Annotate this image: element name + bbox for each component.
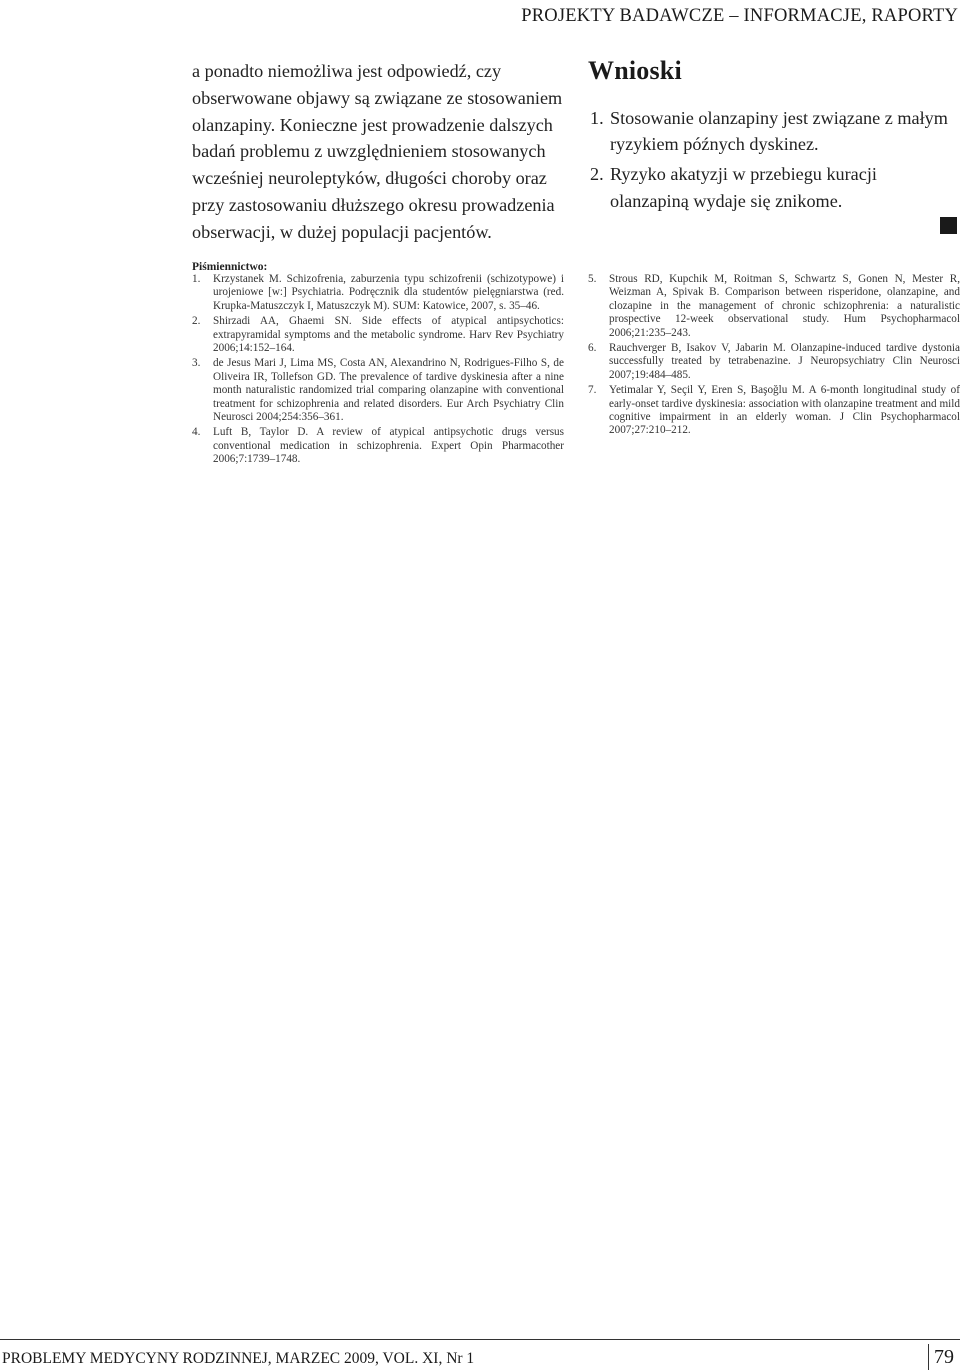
references-list-left [192, 273, 564, 469]
running-header: PROJEKTY BADAWCZE – INFORMACJE, RAPORTY [521, 6, 958, 26]
references-list-right [588, 273, 960, 440]
reference-number: 2. [192, 315, 201, 328]
reference-item [588, 273, 960, 340]
reference-item [192, 357, 564, 424]
reference-text: Luft B, Taylor D. A review of atypical antipsychotic drugs versus conventional medication in schizophrenia. Expert Opin Pharmacother 2006;7:1739–1748. [213, 426, 564, 466]
reference-text: Krzystanek M. Schizofrenia, zaburzenia typu schizofrenii (schizotypowe) i urojeniowe [w:] Psychiatria. Podręcznik dla studentów pielęgniarstwa (red. Krupka-Matuszczyk I, Matuszczyk M). SUM: Katowice, 2007, s. 35–46. [213, 273, 564, 312]
footer-rule [0, 1339, 960, 1340]
body-paragraph: a ponadto niemożliwa jest odpowiedź, czy obserwowane objawy są związane ze stosowaniem olanzapiny. Konieczne jest prowadzenie dalszych badań problemu z uwzględnieniem stosowanych wcześniej neuroleptyków, długości choroby oraz przy zastosowaniu dłuższego okresu prowadzenia obserwacji, w dużej populacji pacjentów. [192, 61, 563, 242]
references-title: Piśmiennictwo: [192, 261, 268, 273]
conclusions-list [588, 105, 960, 214]
conclusion-number: 2. [590, 164, 604, 185]
reference-text: Shirzadi AA, Ghaemi SN. Side effects of atypical antipsychotics: extrapyramidal symptoms and the metabolic syndrome. Harv Rev Psychiatry 2006;14:152–164. [213, 315, 564, 355]
reference-item [192, 273, 564, 313]
reference-number: 3. [192, 357, 201, 370]
page-number: 79 [934, 1346, 954, 1368]
reference-number: 6. [588, 342, 597, 355]
conclusion-text: Ryzyko akatyzji w przebiegu kuracji olanzapiną wydaje się znikome. [610, 164, 877, 211]
reference-text: Yetimalar Y, Seçil Y, Eren S, Başoğlu M. A 6-month longitudinal study of early-onset tardive dyskinesia: association with olanzapine treatment and mild cognitive impairment in an elderly woman. J Clin Psychopharmacol 2007;27:210–212. [609, 384, 960, 437]
body-text-column [192, 58, 564, 246]
conclusion-item [588, 161, 960, 213]
conclusion-text: Stosowanie olanzapiny jest związane z małym ryzykiem późnych dyskinez. [610, 108, 948, 155]
section-heading-conclusions: Wnioski [588, 56, 682, 85]
reference-number: 5. [588, 273, 597, 285]
footer-separator [928, 1344, 929, 1370]
reference-item [192, 315, 564, 355]
reference-number: 1. [192, 273, 201, 285]
footer-journal-info: PROBLEMY MEDYCYNY RODZINNEJ, MARZEC 2009, VOL. XI, Nr 1 [2, 1350, 475, 1367]
reference-item [588, 384, 960, 438]
end-of-article-mark [940, 217, 957, 234]
conclusion-item [588, 105, 960, 157]
conclusions-section [588, 56, 960, 218]
reference-text: Rauchverger B, Isakov V, Jabarin M. Olanzapine-induced tardive dystonia successfully treated by tetrabenazine. J Neuropsychiatry Clin Neurosci 2007;19:484–485. [609, 342, 960, 381]
reference-number: 7. [588, 384, 597, 397]
reference-text: de Jesus Mari J, Lima MS, Costa AN, Alexandrino N, Rodrigues-Filho S, de Oliveira IR, Tollefson GD. The prevalence of tardive dyskinesia after a nine month naturalistic randomized trial comparing olanzapine with conventional treatment for schizophrenia and related disorders. Eur Arch Psychiatry Clin Neurosci 2004;254:356–361. [213, 357, 564, 424]
reference-text: Strous RD, Kupchik M, Roitman S, Schwartz S, Gonen N, Mester R, Weizman A, Spivak B. Comparison between risperidone, olanzapine, and clozapine in the management of chronic schizophrenia: a naturalistic prospective 12-week observational study. Hum Psychopharmacol 2006;21:235–243. [609, 273, 960, 339]
conclusion-number: 1. [590, 108, 604, 128]
reference-number: 4. [192, 426, 201, 439]
reference-item [192, 426, 564, 466]
reference-item [588, 342, 960, 382]
